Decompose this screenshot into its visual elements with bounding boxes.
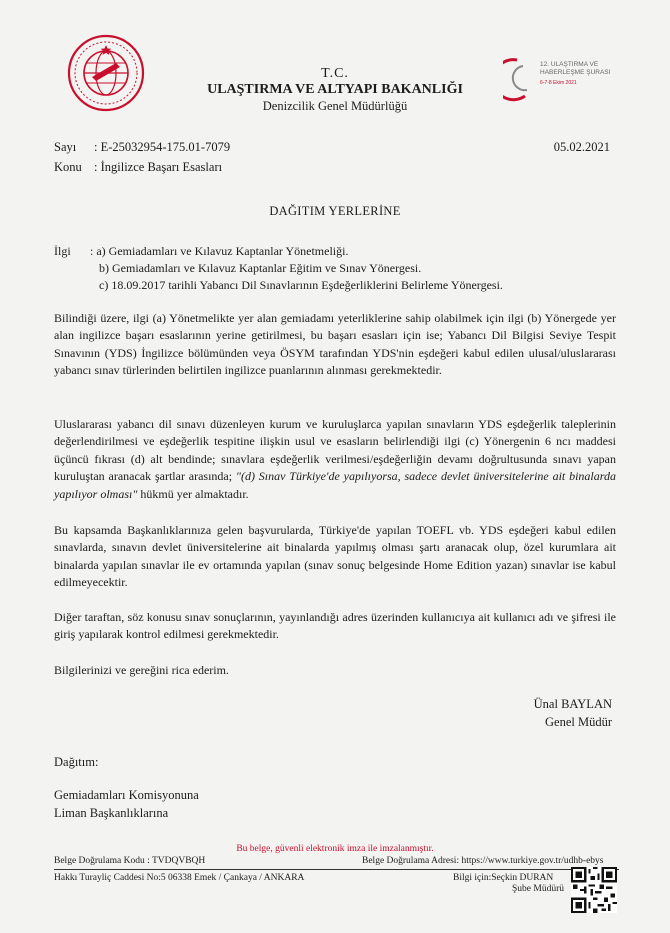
paragraph-2 bbox=[54, 416, 616, 503]
letterhead-tc: T.C. bbox=[321, 66, 349, 81]
contact-name: Bilgi için:Seçkin DURAN bbox=[453, 873, 554, 883]
konu-value: : İngilizce Başarı Esasları bbox=[94, 160, 223, 174]
qr-code-icon bbox=[571, 867, 617, 913]
konu-row bbox=[54, 160, 222, 175]
letterhead bbox=[170, 66, 500, 114]
paragraph-5: Bilgilerinizi ve gereğini rica ederim. bbox=[54, 663, 229, 677]
reference-item-a: : a) Gemiadamları ve Kılavuz Kaptanlar Yönetmeliği. bbox=[90, 244, 349, 258]
distribution-item: Gemiadamları Komisyonuna bbox=[54, 788, 199, 802]
reference-label: İlgi bbox=[54, 244, 71, 258]
distribution-item: Liman Başkanlıklarına bbox=[54, 805, 169, 820]
sayi-label: Sayı bbox=[54, 140, 77, 154]
sayi-row bbox=[54, 140, 230, 155]
letterhead-directorate: Denizcilik Genel Müdürlüğü bbox=[262, 99, 408, 113]
letterhead-ministry: ULAŞTIRMA VE ALTYAPI BAKANLIĞI bbox=[207, 82, 463, 97]
summit-line2: HABERLEŞME ŞURASI bbox=[540, 69, 611, 76]
esignature-note: Bu belge, güvenli elektronik imza ile imzalanmıştır. bbox=[236, 844, 434, 854]
distribution-label: Dağıtım: bbox=[54, 755, 99, 769]
reference-item-c: c) 18.09.2017 tarihli Yabancı Dil Sınavlarının Eşdeğerliklerini Belirleme Yönergesi. bbox=[99, 278, 503, 292]
paragraph-2-text: Uluslararası yabancı dil sınavı düzenleyen kurum ve kuruluşlarca yapılan sınavların YDS eşdeğerlik taleplerinin değerlendirilmesi ve eşdeğerlik tespitine ilişkin usul ve esasların belirlendiği ilgi (c) Yönergenin 6 ncı maddesi üçüncü fıkrası (d) alt bendinde; sınavlara eşdeğerlik verilmesi/eşdeğerliğin devamı doğrultusunda sınavı yapan kuruluştan aranacak şartlar arasında; bbox=[54, 417, 616, 484]
sayi-value: : E-25032954-175.01-7079 bbox=[94, 140, 231, 154]
document-date: 05.02.2021 bbox=[553, 140, 610, 154]
contact-title: Şube Müdürü bbox=[512, 884, 564, 894]
footer-divider bbox=[54, 869, 619, 870]
signature-block bbox=[534, 695, 612, 731]
paragraph-4: Diğer taraftan, söz konusu sınav sonuçlarının, yayınlandığı adres üzerinden kullanıcıya ait kullanıcı adı ve şifresi ile giriş yapılarak kontrol edilmesi gerekmektedir. bbox=[54, 610, 616, 642]
summit-logo bbox=[503, 52, 613, 108]
office-address: Hakkı Turayliç Caddesi No:5 06338 Emek / Çankaya / ANKARA bbox=[54, 873, 305, 883]
summit-line1: 12. ULAŞTIRMA VE bbox=[540, 61, 599, 68]
paragraph-3: Bu kapsamda Başkanlıklarınıza gelen başvurularda, Türkiye'de yapılan TOEFL vb. YDS eşdeğeri kabul edilen sınavlarda, sınavın devlet üniversitelerine ait binalarda yapılmış olması şartı aranacak olup, özel kurumlara ait binalarda yapılan sınavlar ile ev ortamında yapılan (sınav sonuç belgesinde Home Edition yazan) sınavlar ise kabul edilmeyecektir. bbox=[54, 523, 616, 590]
konu-label: Konu bbox=[54, 160, 82, 174]
summit-line3: 6-7-8 Ekim 2021 bbox=[540, 80, 577, 86]
verification-address[interactable]: Belge Doğrulama Adresi: https://www.turkiye.gov.tr/udhb-ebys bbox=[362, 856, 604, 866]
signatory-name: Ünal BAYLAN bbox=[533, 697, 612, 711]
reference-item-b: b) Gemiadamları ve Kılavuz Kaptanlar Eğitim ve Sınav Yönergesi. bbox=[99, 261, 422, 275]
paragraph-2-quote: "(d) Sınav Türkiye'de yapılıyorsa, sadece devlet üniversitelerine ait binalarda yapılıyor olması" bbox=[54, 469, 616, 501]
verification-code: Belge Doğrulama Kodu : TVDQVBQH bbox=[54, 856, 206, 866]
distribution-list bbox=[54, 773, 199, 822]
ministry-seal-logo bbox=[66, 33, 146, 113]
signatory-title: Genel Müdür bbox=[545, 715, 612, 729]
paragraph-2-end: hükmü yer almaktadır. bbox=[137, 486, 249, 501]
paragraph-1: Bilindiği üzere, ilgi (a) Yönetmelikte yer alan gemiadamı yeterliklerine sahip olabilmek için ilgi (b) Yönergede yer alan ingilizce başarı esaslarının yerine getirilmesi, bu başarı esasları için ise; Yabancı Dil Bilgisi Seviye Tespit Sınavının (YDS) İngilizce bölümünden veya ÖSYM tarafından YDS'nin eşdeğeri kabul edilen ulusal/uluslararası yabancı sınav türlerinden belirtilen ingilizce puanlarının alınması gerekmektedir. bbox=[54, 311, 616, 378]
distribution-heading: DAĞITIM YERLERİNE bbox=[269, 204, 401, 218]
